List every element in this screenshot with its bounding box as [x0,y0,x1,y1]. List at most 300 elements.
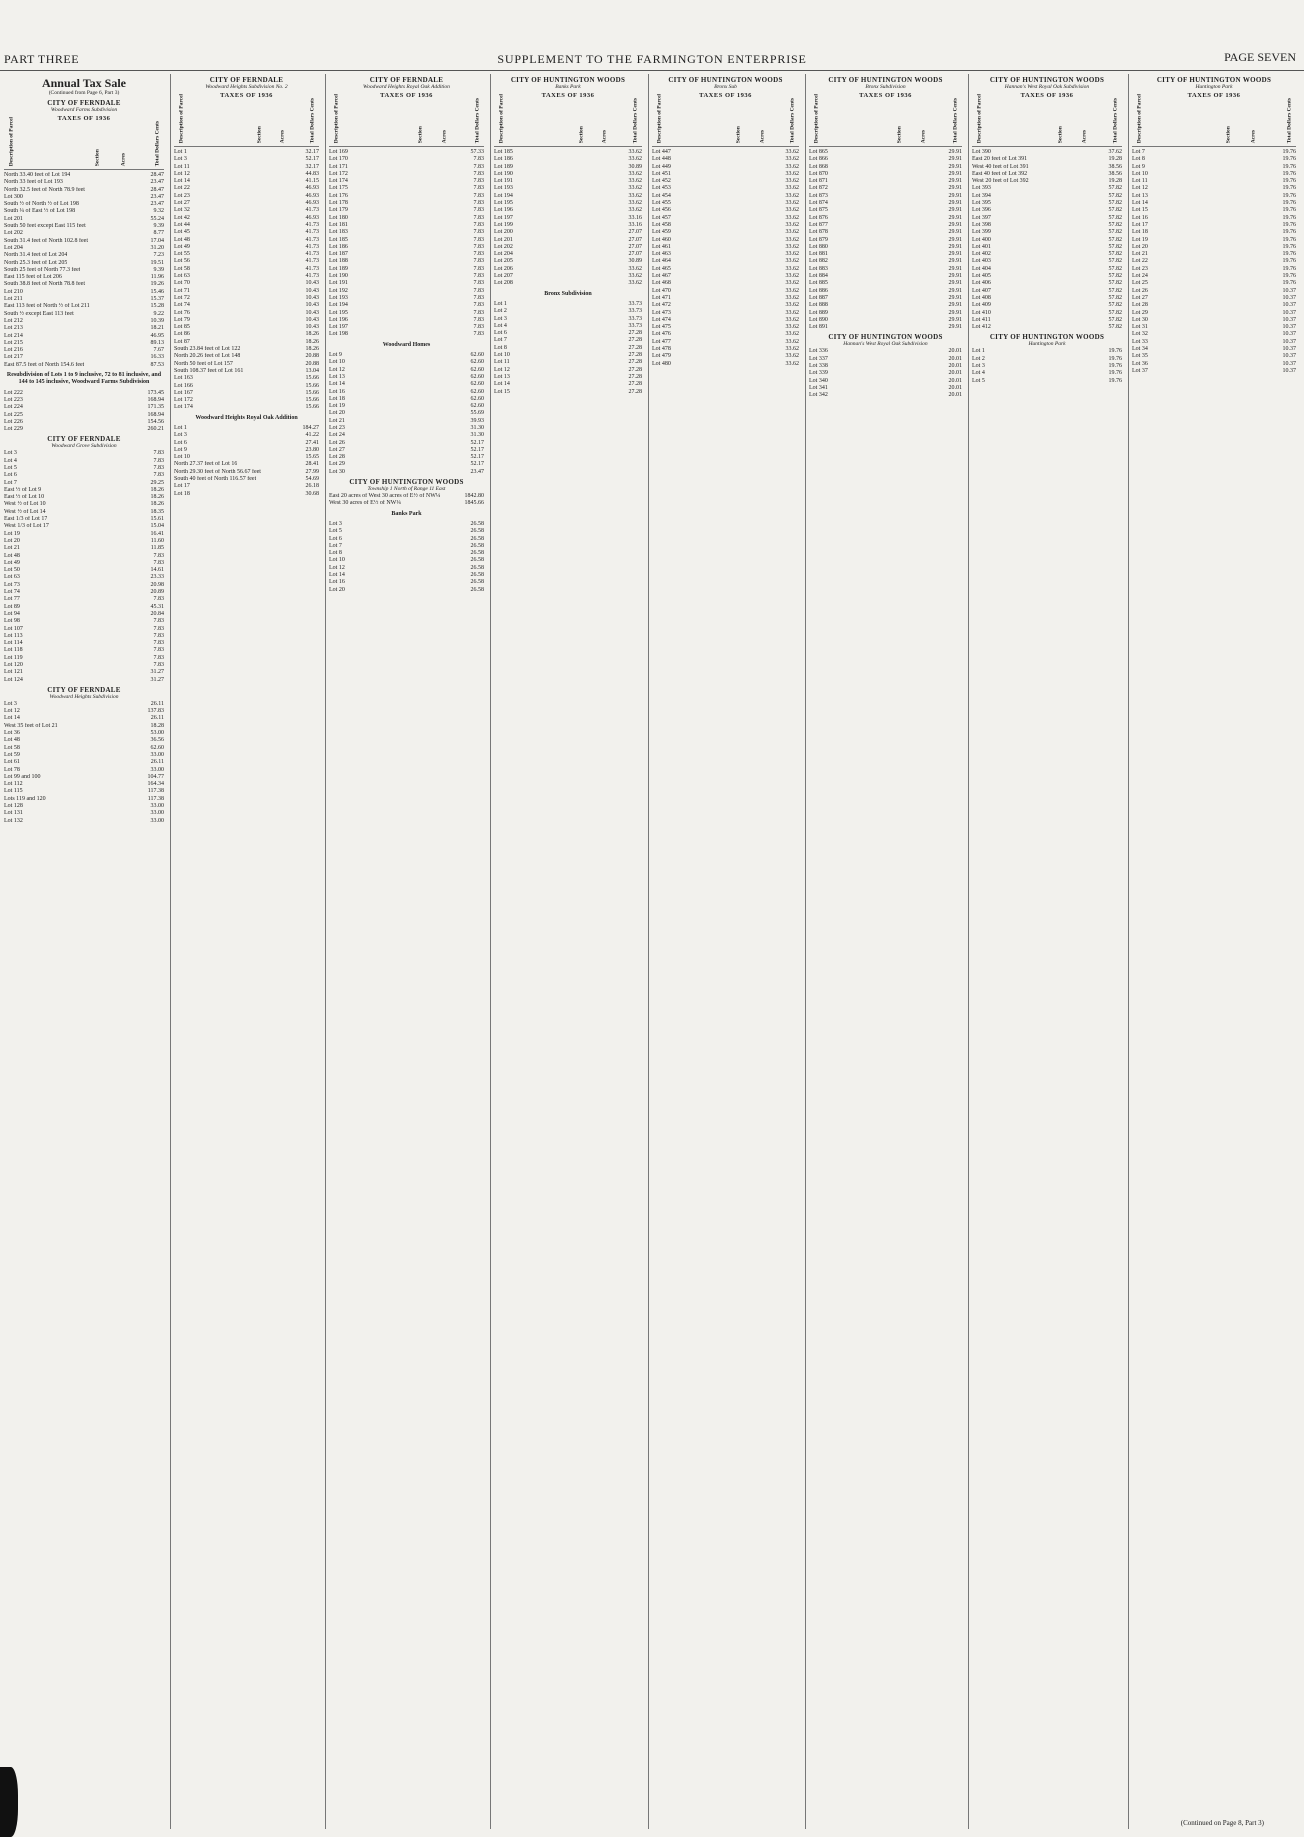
column-header: Acres [441,129,448,143]
table-row [1130,229,1298,236]
table-row [492,215,644,222]
tax-amount: 57.82 [1108,185,1122,192]
table-row [2,426,166,433]
table-row [327,528,486,535]
tax-amount: 18.21 [150,325,164,332]
parcel-description: Lot 10 [174,454,190,461]
tax-amount: 29.91 [948,192,962,199]
tax-amount: 33.62 [785,302,799,309]
tax-amount: 16.33 [150,354,164,361]
tax-amount: 15.46 [150,288,164,295]
tax-amount: 15.61 [150,516,164,523]
parcel-description: Lot 470 [652,287,671,294]
listing-column [492,74,644,1837]
parcel-description: Lot 204 [494,251,513,258]
parcel-description: Lot 9 [1132,163,1145,170]
table-row [2,223,166,230]
parcel-description: Lot 35 [1132,353,1148,360]
tax-amount: 33.62 [785,294,799,301]
table-row [327,288,486,295]
table-row [807,164,964,171]
subdivision-name: Bronx Subdivision [865,84,906,90]
table-row [970,348,1124,355]
table-row [970,244,1124,251]
tax-amount: 16.41 [150,530,164,537]
table-row [492,156,644,163]
parcel-description: Lot 341 [809,384,828,391]
table-row [2,723,166,730]
table-row [2,715,166,722]
parcel-description: Lot 8 [494,344,507,351]
tax-amount: 41.73 [305,236,319,243]
table-row [2,347,166,354]
parcel-description: Lot 338 [809,363,828,370]
tax-amount: 7.83 [473,200,484,207]
parcel-description: Lot 86 [174,331,190,338]
parcel-description: West ½ of Lot 14 [4,508,46,515]
tax-amount: 10.37 [1282,360,1296,367]
tax-amount: 52.17 [470,446,484,453]
table-row [327,215,486,222]
column-header: Total Dollars Cents [1286,97,1293,143]
parcel-description: Lot 13 [329,373,345,380]
table-row [1130,353,1298,360]
tax-amount: 39.93 [470,417,484,424]
parcel-description: Lot 10 [1132,170,1148,177]
parcel-description: Lot 48 [4,552,20,559]
table-row [172,310,321,317]
tax-amount: 33.00 [150,766,164,773]
table-row [172,476,321,483]
parcel-description: Lot 20 [329,586,345,593]
tax-amount: 7.83 [473,324,484,331]
table-row [2,362,166,369]
parcel-description: Lot 172 [174,397,193,404]
table-row [2,252,166,259]
table-row [327,403,486,410]
table-row [650,164,801,171]
column-header: Description of Parcel [813,93,820,143]
parcel-description: Lot 300 [4,193,23,200]
table-row [492,193,644,200]
table-row [2,333,166,340]
listing-column [1130,74,1298,1837]
taxes-label: TAXES OF 1936 [541,92,595,99]
tax-amount: 1842.80 [464,493,484,500]
tax-amount: 41.73 [305,229,319,236]
tax-amount: 33.62 [628,265,642,272]
table-row [1130,331,1298,338]
parcel-description: Lot 49 [174,243,190,250]
parcel-description: Lot 115 [4,788,23,795]
table-row [650,156,801,163]
tax-amount: 33.62 [628,207,642,214]
parcel-description: Lot 120 [4,662,23,668]
parcel-description: Lot 19 [4,530,20,537]
tax-amount: 19.28 [1108,156,1122,163]
tax-amount: 33.62 [628,178,642,185]
parcel-description: Lot 107 [4,625,23,632]
parcel-description: Lot 26 [329,439,345,446]
parcel-description: Lot 118 [4,647,23,654]
column-header: Section [256,125,263,143]
parcel-description: Lot 27 [174,200,190,207]
tax-amount: 33.62 [785,309,799,316]
tax-amount: 44.83 [305,170,319,177]
tax-amount: 27.07 [628,251,642,258]
table-row [1130,295,1298,302]
table-row [970,222,1124,229]
parcel-description: North 20.26 feet of Lot 148 [174,353,241,360]
tax-amount: 18.26 [150,501,164,508]
parcel-description: Lot 878 [809,229,828,236]
parcel-description: Lot 11 [1132,178,1148,185]
parcel-description: Lot 398 [972,221,991,228]
tax-amount: 26.11 [150,715,164,722]
parcel-description: Lot 193 [329,294,348,301]
table-row [172,273,321,280]
parcel-description: Lot 13 [494,373,510,380]
parcel-description: Lot 339 [809,370,828,377]
tax-amount: 15.66 [305,375,319,382]
table-row [807,258,964,265]
column-header: Section [735,125,742,143]
table-row [2,245,166,252]
parcel-description: Lot 6 [174,439,187,446]
tax-amount: 33.73 [628,308,642,315]
parcel-description: Lot 36 [1132,360,1148,367]
parcel-description: North 25.3 feet of Lot 205 [4,259,68,266]
parcel-description: Lot 5 [972,377,985,384]
tax-amount: 27.28 [628,352,642,359]
table-row [2,303,166,310]
parcel-description: South 31.4 feet of North 102.8 feet [4,237,88,244]
parcel-description: Lot 403 [972,258,991,265]
table-row [807,295,964,302]
table-row [650,149,801,156]
parcel-description: Lot 186 [329,243,348,250]
table-row [1130,302,1298,309]
table-row [327,149,486,156]
table-row [327,461,486,468]
tax-amount: 117.38 [147,795,164,802]
tax-amount: 15.37 [150,296,164,303]
parcel-description: Lot 4 [494,322,507,329]
column-header: Section [1057,125,1064,143]
parcel-description: Lot 18 [174,490,190,497]
tax-amount: 18.26 [305,346,319,353]
parcel-description: Lot 2 [494,308,507,315]
parcel-description: Lot 196 [494,207,513,214]
parcel-description: Lot 870 [809,170,828,177]
column-header: Total Dollars Cents [632,97,639,143]
tax-amount: 10.37 [1282,338,1296,345]
parcel-description: Lot 87 [174,338,190,345]
tax-amount: 57.82 [1108,221,1122,228]
table-row [970,363,1124,370]
parcel-description: Lot 23 [1132,265,1148,272]
tax-amount: 15.04 [150,523,164,530]
tax-amount: 7.83 [153,640,164,647]
parcel-description: Lot 113 [4,632,23,639]
parcel-description: Lot 1 [174,424,187,431]
table-row [650,244,801,251]
parcel-description: Lot 211 [4,296,23,303]
parcel-description: Lot 185 [329,236,348,243]
tax-amount: 29.91 [948,280,962,287]
table-row [807,370,964,377]
table-row [492,359,644,366]
table-row [172,178,321,185]
table-row [807,378,964,385]
tax-amount: 33.62 [785,149,799,155]
tax-amount: 30.89 [628,258,642,265]
tax-amount: 33.62 [785,178,799,185]
table-row [492,389,644,396]
tax-amount: 57.82 [1108,280,1122,287]
parcel-description: Lot 475 [652,324,671,331]
table-row [2,730,166,737]
table-row [970,356,1124,363]
parcel-description: Lot 49 [4,559,20,566]
column-header: Description of Parcel [1136,93,1143,143]
table-row [2,669,166,676]
tax-amount: 10.37 [1282,346,1296,353]
table-row [970,288,1124,295]
parcel-description: Lot 12 [329,564,345,571]
tax-amount: 10.43 [305,324,319,331]
parcel-description: Lot 226 [4,418,23,425]
parcel-description: Lot 179 [329,207,348,214]
parcel-description: Lot 12 [1132,185,1148,192]
parcel-description: Lot 210 [4,288,23,295]
tax-amount: 33.73 [628,300,642,307]
tax-amount: 7.83 [473,236,484,243]
table-row [172,258,321,265]
table-row [650,171,801,178]
table-row [327,454,486,461]
table-row [172,237,321,244]
parcel-description: Lot 48 [4,737,20,744]
table-row [970,171,1124,178]
tax-amount: 7.83 [473,221,484,228]
table-row [2,604,166,611]
parcel-description: Lot 882 [809,258,828,265]
tax-amount: 7.83 [473,170,484,177]
tax-amount: 117.38 [147,788,164,795]
parcel-description: Lot 479 [652,353,671,360]
parcel-description: Lot 201 [4,215,23,222]
table-row [650,222,801,229]
column-rule [325,74,326,1829]
table-row [172,454,321,461]
tax-amount: 62.60 [470,403,484,410]
table-row [807,178,964,185]
tax-amount: 7.83 [473,156,484,163]
table-row [1130,164,1298,171]
table-row [650,324,801,331]
parcel-description: East 20 acres of West 30 acres of E½ of NW¼ [329,493,441,500]
parcel-description: Lot 11 [494,359,510,366]
parcel-description: Lot 460 [652,236,671,243]
table-row [650,302,801,309]
table-row [2,538,166,545]
table-row [2,260,166,267]
parcel-description: Lot 7 [494,337,507,344]
parcel-description: Lot 189 [494,163,513,170]
tax-amount: 33.62 [628,185,642,192]
table-row [807,392,964,399]
table-row [2,187,166,194]
parcel-description: Lot 3 [494,315,507,322]
tax-amount: 29.91 [948,214,962,221]
tax-amount: 7.83 [473,309,484,316]
parcel-description: Lot 63 [4,574,20,581]
tax-amount: 15.66 [305,382,319,389]
tax-amount: 29.91 [948,221,962,228]
table-row [2,516,166,523]
parcel-description: Lot 27 [329,446,345,453]
column-header: Section [896,125,903,143]
parcel-description: Lot 58 [4,744,20,751]
tax-amount: 29.91 [948,251,962,258]
parcel-description: Lot 7 [1132,149,1145,155]
parcel-description: Lot 395 [972,200,991,207]
tax-amount: 20.01 [948,348,962,355]
table-row [2,589,166,596]
parcel-description: Lot 98 [4,618,20,625]
parcel-description: Lot 9 [174,446,187,453]
tax-amount: 45.31 [150,603,164,610]
table-row [807,244,964,251]
parcel-description: Lot 132 [4,817,23,824]
parcel-description: Lot 225 [4,411,23,418]
tax-amount: 168.94 [147,396,164,403]
tax-amount: 33.62 [785,346,799,353]
parcel-description: Lot 186 [494,156,513,163]
tax-amount: 23.33 [150,574,164,581]
table-row [172,331,321,338]
table-row [172,164,321,171]
table-row [492,374,644,381]
parcel-description: Lot 1 [972,348,985,355]
table-row [2,354,166,361]
tax-amount: 57.82 [1108,192,1122,199]
parcel-description: Lot 216 [4,347,23,354]
tax-amount: 7.83 [153,596,164,603]
table-row [970,229,1124,236]
tax-amount: 20.98 [150,581,164,588]
parcel-description: South ½ except East 113 feet [4,310,74,317]
subdivision-name: Bronx Subdivision [544,290,592,297]
tax-amount: 137.83 [147,708,164,715]
tax-amount: 33.62 [785,353,799,360]
table-row [327,432,486,439]
table-row [172,368,321,375]
tax-amount: 57.82 [1108,273,1122,280]
tax-amount: 33.62 [785,170,799,177]
tax-amount: 33.62 [628,280,642,287]
table-row [172,361,321,368]
tax-amount: 26.58 [470,564,484,571]
tax-amount: 9.32 [153,208,164,215]
parcel-description: Lot 891 [809,324,828,331]
parcel-description: Lot 20 [1132,243,1148,250]
table-row [2,289,166,296]
parcel-description: Lot 15 [1132,207,1148,214]
parcel-description: Lot 89 [4,603,20,610]
table-row [970,273,1124,280]
parcel-description: Lot 18 [1132,229,1148,236]
table-row [2,340,166,347]
parcel-description: Lot 8 [1132,156,1145,163]
table-row [970,156,1124,163]
parcel-description: Lot 12 [494,366,510,373]
tax-amount: 33.62 [785,229,799,236]
parcel-description: West 40 feet of Lot 391 [972,163,1029,170]
tax-amount: 31.27 [150,676,164,683]
table-row [807,171,964,178]
tax-amount: 62.60 [470,366,484,373]
tax-amount: 62.60 [470,359,484,366]
table-row [327,521,486,528]
tax-amount: 27.28 [628,337,642,344]
parcel-description: Lot 19 [329,403,345,410]
parcel-description: Lot 448 [652,156,671,163]
tax-amount: 7.83 [153,552,164,559]
table-row [172,339,321,346]
tax-amount: 62.60 [470,352,484,359]
parcel-description: Lot 447 [652,149,671,155]
table-row [327,425,486,432]
table-row [492,251,644,258]
table-row [2,390,166,397]
tax-amount: 20.01 [948,355,962,362]
tax-amount: 7.83 [473,229,484,236]
tax-amount: 29.91 [948,287,962,294]
table-row [327,493,486,500]
table-row [327,317,486,324]
tax-amount: 46.93 [305,192,319,199]
tax-amount: 29.25 [150,479,164,486]
parcel-description: South 38.8 feet of North 78.8 feet [4,281,85,288]
table-row [327,331,486,338]
tax-amount: 17.04 [150,237,164,244]
table-row [2,238,166,245]
table-row [1130,288,1298,295]
parcel-description: Lot 880 [809,243,828,250]
parcel-description: East 40 feet of Lot 392 [972,170,1028,177]
tax-amount: 7.83 [473,214,484,221]
table-row [1130,324,1298,331]
parcel-description: Lot 131 [4,810,23,817]
tax-amount: 20.01 [948,392,962,399]
parcel-description: Lot 24 [1132,273,1148,280]
parcel-description: Lot 213 [4,325,23,332]
tax-amount: 29.91 [948,316,962,323]
parcel-description: South ¼ of East ½ of Lot 198 [4,208,76,215]
table-row [492,273,644,280]
column-rule [170,74,171,1829]
tax-amount: 7.83 [153,654,164,661]
table-row [327,352,486,359]
table-row [327,178,486,185]
table-row [807,356,964,363]
tax-amount: 46.93 [305,200,319,207]
tax-amount: 41.73 [305,273,319,280]
column-header: Acres [1251,129,1258,143]
parcel-description: Lot 28 [1132,302,1148,309]
